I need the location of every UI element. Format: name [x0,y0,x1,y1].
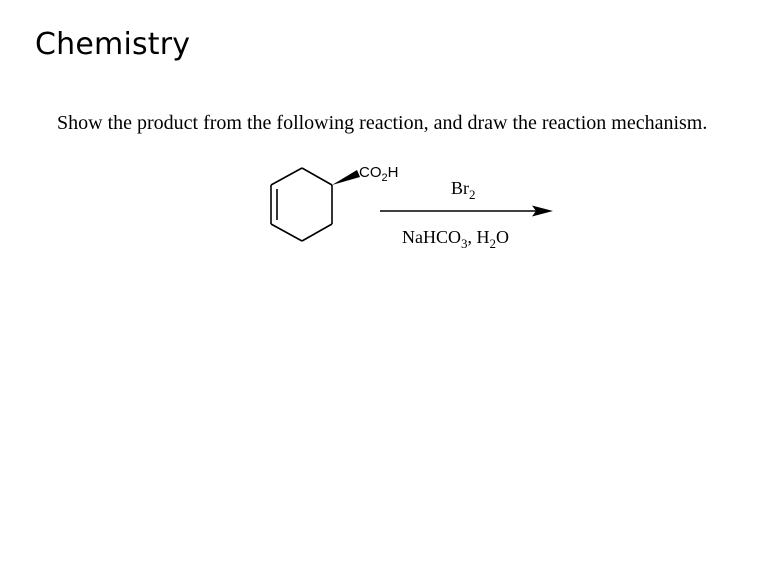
substituent-tail: H [387,164,399,181]
reagent-below-part3: O [496,227,509,247]
ring-bond [302,224,332,241]
wedge-bond [332,170,360,185]
reagent-above [451,178,476,202]
page-title: Chemistry [35,27,191,62]
reagent-below-sub1: 3 [461,236,468,251]
ring-bond [271,224,302,241]
reagent-above-main: Br [451,178,469,198]
reagent-below [402,227,509,251]
reaction-arrow [380,206,553,217]
reagent-above-subscript: 2 [469,187,476,202]
reagent-below-part1: NaHCO [402,227,461,247]
substituent-main: CO [359,164,382,181]
ring-bond [271,168,302,185]
substituent-subscript: 2 [381,172,388,184]
substituent-label [359,164,398,184]
cyclohexene-ring [271,168,332,241]
reagent-below-part2: , H [467,227,490,247]
ring-bond [302,168,332,185]
reagent-below-sub2: 2 [489,236,496,251]
question-text: Show the product from the following reaction, and draw the reaction mechanism. [57,112,708,134]
